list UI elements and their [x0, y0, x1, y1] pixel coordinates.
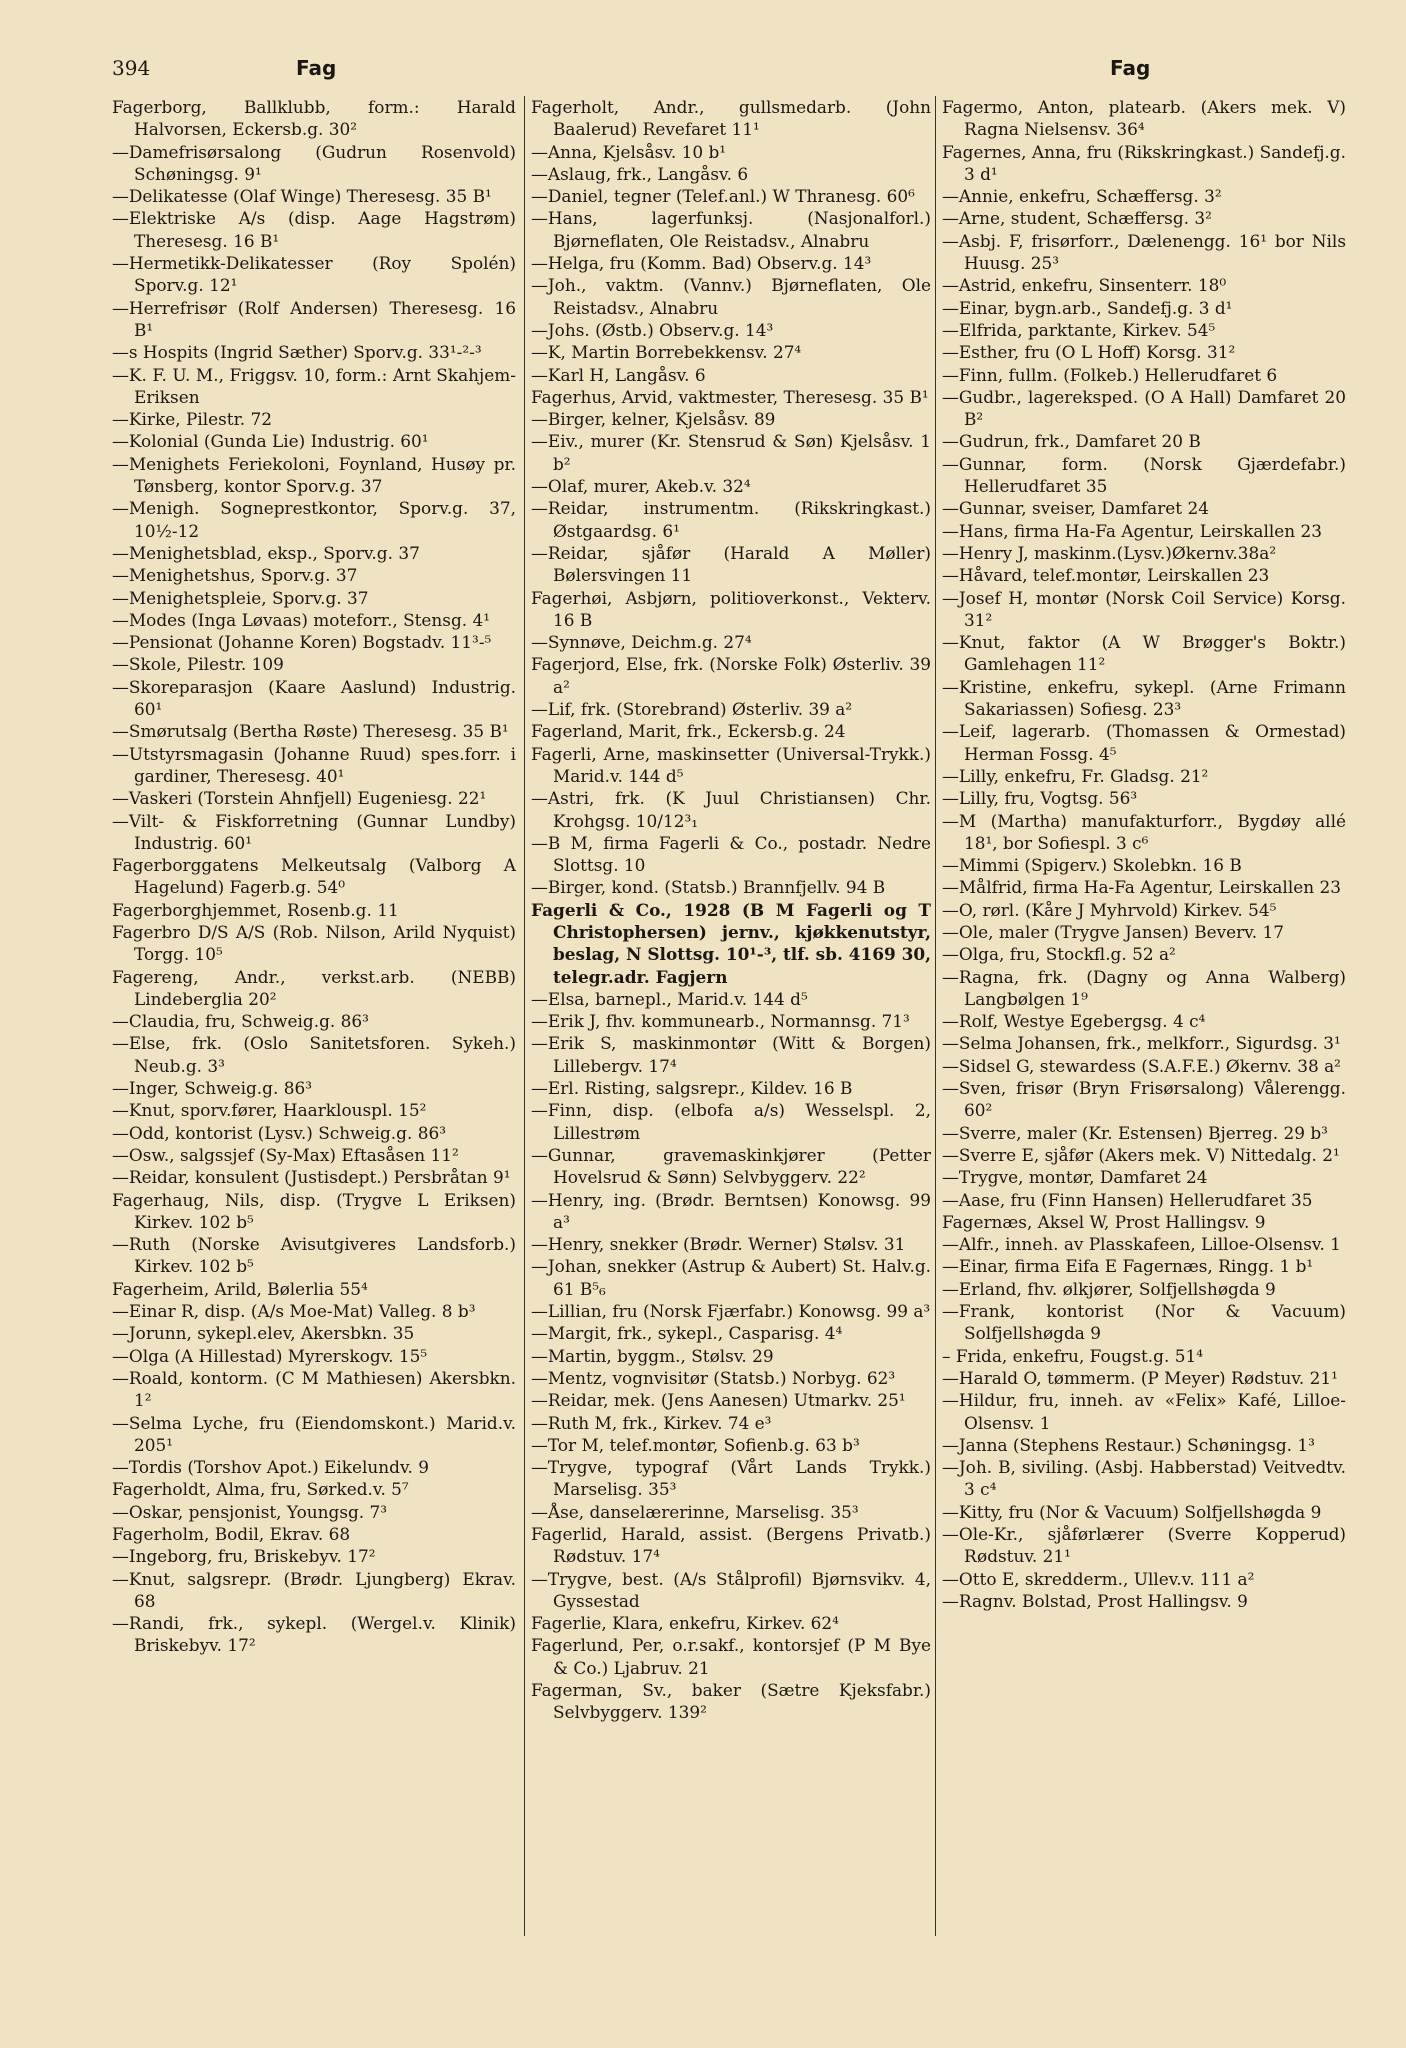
directory-entry: —Eiv., murer (Kr. Stensrud & Søn) Kjelsåsv. 1 b²	[531, 431, 931, 474]
directory-entry: —Olaf, murer, Akeb.v. 32⁴	[531, 476, 751, 497]
directory-column-3	[935, 96, 1346, 1936]
directory-entry: —Daniel, tegner (Telef.anl.) W Thranesg. 60⁶	[531, 186, 915, 207]
directory-entry: Fagerman, Sv., baker (Sætre Kjeksfabr.) Selvbyggerv. 139²	[531, 1680, 931, 1723]
directory-entry: Fagerheim, Arild, Bølerlia 55⁴	[112, 1278, 368, 1299]
directory-entry: —Erl. Risting, salgsrepr., Kildev. 16 B	[531, 1078, 853, 1099]
directory-entry: —Målfrid, firma Ha-Fa Agentur, Leirskallen 23	[942, 877, 1341, 898]
directory-entry: Fagerborghjemmet, Rosenb.g. 11	[112, 899, 399, 920]
directory-entry: —Erik S, maskinmontør (Witt & Borgen) Lillebergv. 17⁴	[531, 1033, 931, 1076]
directory-entry: —Hans, lagerfunksj. (Nasjonalforl.) Bjørneflaten, Ole Reistadsv., Alnabru	[531, 208, 931, 251]
directory-entry: —Jorunn, sykepl.elev, Akersbkn. 35	[112, 1323, 415, 1344]
directory-entry: —Ole, maler (Trygve Jansen) Beverv. 17	[942, 921, 1285, 942]
directory-entry: —Modes (Inga Løvaas) moteforr., Stensg. 4¹	[112, 609, 491, 630]
directory-entry: —Hermetikk-Delikatesser (Roy Spolén) Sporv.g. 12¹	[112, 253, 516, 296]
directory-entry: Fagerholm, Bodil, Ekrav. 68	[112, 1524, 351, 1544]
directory-entry: —Reidar, sjåfør (Harald A Møller) Bølersvingen 11	[531, 542, 931, 586]
directory-entry: Fagerhaug, Nils, disp. (Trygve L Eriksen) Kirkev. 102 b⁵	[112, 1189, 516, 1232]
directory-entry: —Tordis (Torshov Apot.) Eikelundv. 9	[112, 1457, 430, 1478]
directory-entry: —Einar R, disp. (A/s Moe-Mat) Valleg. 8 b³	[112, 1301, 476, 1322]
directory-entry: —Lilly, enkefru, Fr. Gladsg. 21²	[942, 765, 1209, 786]
directory-entry: —Erland, fhv. ølkjører, Solfjellshøgda 9	[942, 1278, 1276, 1299]
directory-entry: —Esther, fru (O L Hoff) Korsg. 31²	[942, 342, 1236, 363]
directory-entry: —Kitty, fru (Nor & Vacuum) Solfjellshøgda 9	[942, 1501, 1322, 1522]
directory-entry: —Mimmi (Spigerv.) Skolebkn. 16 B	[942, 855, 1242, 876]
directory-entry: —Aslaug, frk., Langåsv. 6	[531, 163, 749, 184]
directory-entry: —Joh. B, siviling. (Asbj. Habberstad) Veitvedtv. 3 c⁴	[942, 1457, 1346, 1500]
directory-entry: —Einar, firma Eifa E Fagernæs, Ringg. 1 b¹	[942, 1256, 1314, 1277]
directory-entry: —Arne, student, Schæffersg. 3²	[942, 208, 1212, 229]
directory-entry: Fagerlid, Harald, assist. (Bergens Privatb.) Rødstuv. 17⁴	[531, 1524, 931, 1567]
directory-entry: —Sverre, maler (Kr. Estensen) Bjerreg. 29 b³	[942, 1122, 1328, 1143]
directory-entry: —Trygve, best. (A/s Stålprofil) Bjørnsvikv. 4, Gyssestad	[531, 1568, 931, 1611]
directory-entry: —Randi, frk., sykepl. (Wergel.v. Klinik) Briskebyv. 17²	[112, 1613, 516, 1656]
directory-entry: —Astrid, enkefru, Sinsenterr. 18⁰	[942, 275, 1227, 296]
directory-entry: —Erik J, fhv. kommunearb., Normannsg. 71³	[531, 1011, 910, 1032]
directory-entry: —K. F. U. M., Friggsv. 10, form.: Arnt Skahjem-Eriksen	[112, 364, 516, 407]
directory-entry: —Sidsel G, stewardess (S.A.F.E.) Økernv. 38 a²	[942, 1055, 1341, 1076]
directory-entry: —Rolf, Westye Egebergsg. 4 c⁴	[942, 1011, 1206, 1032]
directory-entry: Fagereng, Andr., verkst.arb. (NEBB) Lindeberglia 20²	[112, 966, 516, 1009]
directory-entry: —Reidar, konsulent (Justisdept.) Persbråtan 9¹	[112, 1167, 511, 1188]
directory-entry: Fagerli & Co., 1928 (B M Fagerli og T Christophersen) jernv., kjøkkenutstyr, beslag, N Slottsg. 10¹-³, tlf. sb. 4169 30, telegr.adr. Fagjern	[531, 899, 931, 987]
directory-entry: —Anna, Kjelsåsv. 10 b¹	[531, 141, 727, 162]
directory-entry: —Olga, fru, Stockfl.g. 52 a²	[942, 944, 1176, 965]
directory-entry: —M (Martha) manufakturforr., Bygdøy allé 18¹, bor Sofiespl. 3 c⁶	[942, 810, 1346, 853]
directory-entry: —Osw., salgssjef (Sy-Max) Eftasåsen 11²	[112, 1144, 459, 1165]
directory-entry: —Ruth (Norske Avisutgiveres Landsforb.) Kirkev. 102 b⁵	[112, 1234, 516, 1277]
directory-entry: —Damefrisørsalong (Gudrun Rosenvold) Schøningsg. 9¹	[112, 141, 516, 184]
directory-entry: —Odd, kontorist (Lysv.) Schweig.g. 86³	[112, 1122, 446, 1143]
running-head-right: Fag	[1110, 56, 1151, 80]
directory-entry: —Knut, salgsrepr. (Brødr. Ljungberg) Ekrav. 68	[112, 1568, 516, 1611]
directory-entry: —Inger, Schweig.g. 86³	[112, 1078, 312, 1099]
directory-entry: —Menighetspleie, Sporv.g. 37	[112, 587, 369, 608]
directory-entry: —Elfrida, parktante, Kirkev. 54⁵	[942, 319, 1216, 340]
directory-entry: —Delikatesse (Olaf Winge) Theresesg. 35 B¹	[112, 186, 492, 207]
directory-entry: – Frida, enkefru, Fougst.g. 51⁴	[942, 1345, 1203, 1366]
directory-entry: —Roald, kontorm. (C M Mathiesen) Akersbkn. 1²	[112, 1367, 516, 1411]
directory-entry: Fagerbro D/S A/S (Rob. Nilson, Arild Nyquist) Torgg. 10⁵	[112, 921, 516, 965]
directory-entry: —Henry, ing. (Brødr. Berntsen) Konowsg. 99 a³	[531, 1189, 931, 1232]
directory-entry: —Mentz, vognvisitør (Statsb.) Norbyg. 62³	[531, 1367, 896, 1388]
directory-entry: —Otto E, skredderm., Ullev.v. 111 a²	[942, 1568, 1255, 1589]
directory-entry: —Ingeborg, fru, Briskebyv. 17²	[112, 1546, 376, 1567]
directory-entry: —Elsa, barnepl., Marid.v. 144 d⁵	[531, 988, 808, 1009]
directory-entry: —Skoreparasjon (Kaare Aaslund) Industrig. 60¹	[112, 676, 516, 720]
directory-entry: —Asbj. F, frisørforr., Dælenengg. 16¹ bor Nils Huusg. 25³	[942, 230, 1346, 274]
directory-entry: Fagerborggatens Melkeutsalg (Valborg A Hagelund) Fagerb.g. 54⁰	[112, 855, 516, 898]
directory-entry: —Knut, faktor (A W Brøgger's Boktr.) Gamlehagen 11²	[942, 632, 1346, 675]
directory-entry: —Harald O, tømmerm. (P Meyer) Rødstuv. 21¹	[942, 1367, 1338, 1388]
directory-entry: —Finn, disp. (elbofa a/s) Wesselspl. 2, Lillestrøm	[531, 1100, 931, 1143]
directory-entry: —Gunnar, gravemaskinkjører (Petter Hovelsrud & Sønn) Selvbyggerv. 22²	[531, 1144, 931, 1188]
directory-entry: —Martin, byggm., Stølsv. 29	[531, 1345, 774, 1366]
directory-entry: —Tor M, telef.montør, Sofienb.g. 63 b³	[531, 1434, 860, 1455]
directory-entry: —Selma Lyche, fru (Eiendomskont.) Marid.v. 205¹	[112, 1412, 516, 1455]
directory-entry: Fagerhus, Arvid, vaktmester, Theresesg. 35 B¹	[531, 386, 929, 407]
directory-entry: Fagerli, Arne, maskinsetter (Universal-Trykk.) Marid.v. 144 d⁵	[531, 743, 931, 786]
directory-entry: —Oskar, pensjonist, Youngsg. 7³	[112, 1501, 388, 1522]
directory-entry: —Alfr., inneh. av Plasskafeen, Lilloe-Olsensv. 1	[942, 1234, 1341, 1255]
directory-entry: —Vaskeri (Torstein Ahnfjell) Eugeniesg. 22¹	[112, 788, 487, 809]
directory-entry: —Birger, kond. (Statsb.) Brannfjellv. 94 B	[531, 877, 886, 898]
directory-entry: —Kristine, enkefru, sykepl. (Arne Frimann Sakariassen) Sofiesg. 23³	[942, 676, 1346, 720]
directory-entry: Fagerlund, Per, o.r.sakf., kontorsjef (P M Bye & Co.) Ljabruv. 21	[531, 1635, 931, 1678]
directory-entry: —Else, frk. (Oslo Sanitetsforen. Sykeh.) Neub.g. 3³	[112, 1033, 516, 1076]
directory-entry: —O, rørl. (Kåre J Myhrvold) Kirkev. 54⁵	[942, 899, 1277, 920]
directory-entry: —Leif, lagerarb. (Thomassen & Ormestad) Herman Fossg. 4⁵	[942, 721, 1346, 764]
directory-entry: —Hans, firma Ha-Fa Agentur, Leirskallen 23	[942, 520, 1322, 541]
directory-entry: —Helga, fru (Komm. Bad) Observ.g. 14³	[531, 253, 872, 274]
directory-entry: Fagermo, Anton, platearb. (Akers mek. V) Ragna Nielsensv. 36⁴	[942, 97, 1346, 140]
page-number: 394	[112, 56, 151, 80]
directory-entry: —Trygve, montør, Damfaret 24	[942, 1167, 1208, 1188]
directory-entry: Fagerlie, Klara, enkefru, Kirkev. 62⁴	[531, 1613, 839, 1634]
directory-entry: —Janna (Stephens Restaur.) Schøningsg. 1³	[942, 1434, 1315, 1455]
directory-entry: —Margit, frk., sykepl., Casparisg. 4⁴	[531, 1323, 843, 1344]
directory-entry: Fagerborg, Ballklubb, form.: Harald Halvorsen, Eckersb.g. 30²	[112, 97, 516, 140]
directory-entry: —Åse, danselærerinne, Marselisg. 35³	[531, 1501, 859, 1522]
directory-entry: —Karl H, Langåsv. 6	[531, 364, 706, 385]
directory-entry: —Claudia, fru, Schweig.g. 86³	[112, 1011, 369, 1032]
directory-entry: —Synnøve, Deichm.g. 27⁴	[531, 632, 752, 653]
directory-entry: —s Hospits (Ingrid Sæther) Sporv.g. 33¹-²-³	[112, 342, 482, 363]
directory-entry: Fagerhøi, Asbjørn, politioverkonst., Vekterv. 16 B	[531, 587, 931, 630]
directory-entry: —Menighetshus, Sporv.g. 37	[112, 565, 358, 586]
directory-entry: —Einar, bygn.arb., Sandefj.g. 3 d¹	[942, 297, 1233, 318]
directory-entry: —Sverre E, sjåfør (Akers mek. V) Nittedalg. 2¹	[942, 1144, 1340, 1165]
directory-entry: —Menigh. Sogneprestkontor, Sporv.g. 37, 10½-12	[112, 498, 516, 541]
directory-entry: —Ragnv. Bolstad, Prost Hallingsv. 9	[942, 1590, 1248, 1611]
directory-entry: —Menighets Feriekoloni, Foynland, Husøy pr. Tønsberg, kontor Sporv.g. 37	[112, 453, 516, 497]
directory-entry: Fagerland, Marit, frk., Eckersb.g. 24	[531, 721, 846, 742]
directory-entry: —Aase, fru (Finn Hansen) Hellerudfaret 35	[942, 1189, 1313, 1210]
directory-column-2	[524, 96, 931, 1936]
directory-entry: —Joh., vaktm. (Vannv.) Bjørneflaten, Ole Reistadsv., Alnabru	[531, 275, 931, 318]
directory-entry: —Lillian, fru (Norsk Fjærfabr.) Konowsg. 99 a³	[531, 1301, 931, 1322]
directory-entry: —Sven, frisør (Bryn Frisørsalong) Vålerengg. 60²	[942, 1078, 1346, 1121]
directory-entry: —Pensionat (Johanne Koren) Bogstadv. 11³-⁵	[112, 632, 492, 653]
directory-entry: Fagernæs, Aksel W, Prost Hallingsv. 9	[942, 1211, 1266, 1232]
running-head-left: Fag	[296, 56, 337, 80]
directory-entry: Fagerjord, Else, frk. (Norske Folk) Østerliv. 39 a²	[531, 654, 931, 697]
directory-entry: —Kolonial (Gunda Lie) Industrig. 60¹	[112, 431, 429, 452]
directory-entry: —K, Martin Borrebekkensv. 27⁴	[531, 342, 802, 363]
directory-entry: —Gunnar, sveiser, Damfaret 24	[942, 498, 1209, 519]
directory-entry: Fagerholdt, Alma, fru, Sørked.v. 5⁷	[112, 1479, 409, 1500]
directory-entry: —Reidar, mek. (Jens Aanesen) Utmarkv. 25¹	[531, 1390, 906, 1411]
directory-entry: —Ole-Kr., sjåførlærer (Sverre Kopperud) Rødstuv. 21¹	[942, 1524, 1346, 1567]
directory-entry: —Ruth M, frk., Kirkev. 74 e³	[531, 1412, 772, 1433]
directory-entry: —Skole, Pilestr. 109	[112, 654, 284, 675]
directory-entry: —Smørutsalg (Bertha Røste) Theresesg. 35 B¹	[112, 721, 509, 742]
directory-entry: —Herrefrisør (Rolf Andersen) Theresesg. 16 B¹	[112, 297, 516, 340]
directory-entry: —Gudrun, frk., Damfaret 20 B	[942, 431, 1201, 452]
directory-entry: —Lif, frk. (Storebrand) Østerliv. 39 a²	[531, 699, 853, 720]
directory-entry: —Henry J, maskinm.(Lysv.)Økernv.38a²	[942, 542, 1277, 563]
directory-entry: —Johs. (Østb.) Observ.g. 14³	[531, 319, 774, 340]
directory-entry: —Selma Johansen, frk., melkforr., Sigurdsg. 3¹	[942, 1033, 1341, 1054]
directory-entry: Fagerholt, Andr., gullsmedarb. (John Baalerud) Revefaret 11¹	[531, 97, 931, 140]
directory-entry: —Håvard, telef.montør, Leirskallen 23	[942, 565, 1270, 586]
directory-column-1	[112, 96, 516, 1657]
directory-entry: —Utstyrsmagasin (Johanne Ruud) spes.forr. i gardiner, Theresesg. 40¹	[112, 743, 516, 786]
directory-entry: —Elektriske A/s (disp. Aage Hagstrøm) Theresesg. 16 B¹	[112, 208, 516, 251]
directory-entry: —Frank, kontorist (Nor & Vacuum) Solfjellshøgda 9	[942, 1301, 1346, 1344]
directory-entry: —Johan, snekker (Astrup & Aubert) St. Halv.g. 61 B⁵₆	[531, 1256, 931, 1299]
directory-entry: —Vilt- & Fiskforretning (Gunnar Lundby) Industrig. 60¹	[112, 810, 516, 853]
directory-entry: —Menighetsblad, eksp., Sporv.g. 37	[112, 542, 420, 563]
directory-entry: —Knut, sporv.fører, Haarklouspl. 15²	[112, 1100, 427, 1121]
directory-entry: —Olga (A Hillestad) Myrerskogv. 15⁵	[112, 1345, 428, 1366]
directory-entry: —Henry, snekker (Brødr. Werner) Stølsv. 31	[531, 1234, 906, 1255]
directory-entry: —Astri, frk. (K Juul Christiansen) Chr. Krohgsg. 10/12³₁	[531, 788, 931, 831]
directory-entry: —Ragna, frk. (Dagny og Anna Walberg) Langbølgen 1⁹	[942, 966, 1346, 1009]
directory-entry: —Birger, kelner, Kjelsåsv. 89	[531, 409, 776, 430]
directory-entry: —B M, firma Fagerli & Co., postadr. Nedre Slottsg. 10	[531, 832, 931, 876]
directory-entry: —Josef H, montør (Norsk Coil Service) Korsg. 31²	[942, 587, 1346, 630]
directory-entry: —Gunnar, form. (Norsk Gjærdefabr.) Hellerudfaret 35	[942, 453, 1346, 497]
directory-entry: —Reidar, instrumentm. (Rikskringkast.) Østgaardsg. 6¹	[531, 498, 931, 541]
directory-entry: —Kirke, Pilestr. 72	[112, 409, 273, 430]
directory-entry: —Lilly, fru, Vogtsg. 56³	[942, 788, 1138, 809]
directory-entry: —Annie, enkefru, Schæffersg. 3²	[942, 186, 1222, 207]
directory-entry: —Finn, fullm. (Folkeb.) Hellerudfaret 6	[942, 364, 1278, 385]
directory-entry: Fagernes, Anna, fru (Rikskringkast.) Sandefj.g. 3 d¹	[942, 141, 1346, 184]
directory-entry: —Hildur, fru, inneh. av «Felix» Kafé, Lilloe-Olsensv. 1	[942, 1390, 1346, 1433]
directory-entry: —Trygve, typograf (Vårt Lands Trykk.) Marselisg. 35³	[531, 1457, 931, 1500]
page-header	[0, 54, 1406, 90]
directory-entry: —Gudbr., lagereksped. (O A Hall) Damfaret 20 B²	[942, 386, 1346, 430]
